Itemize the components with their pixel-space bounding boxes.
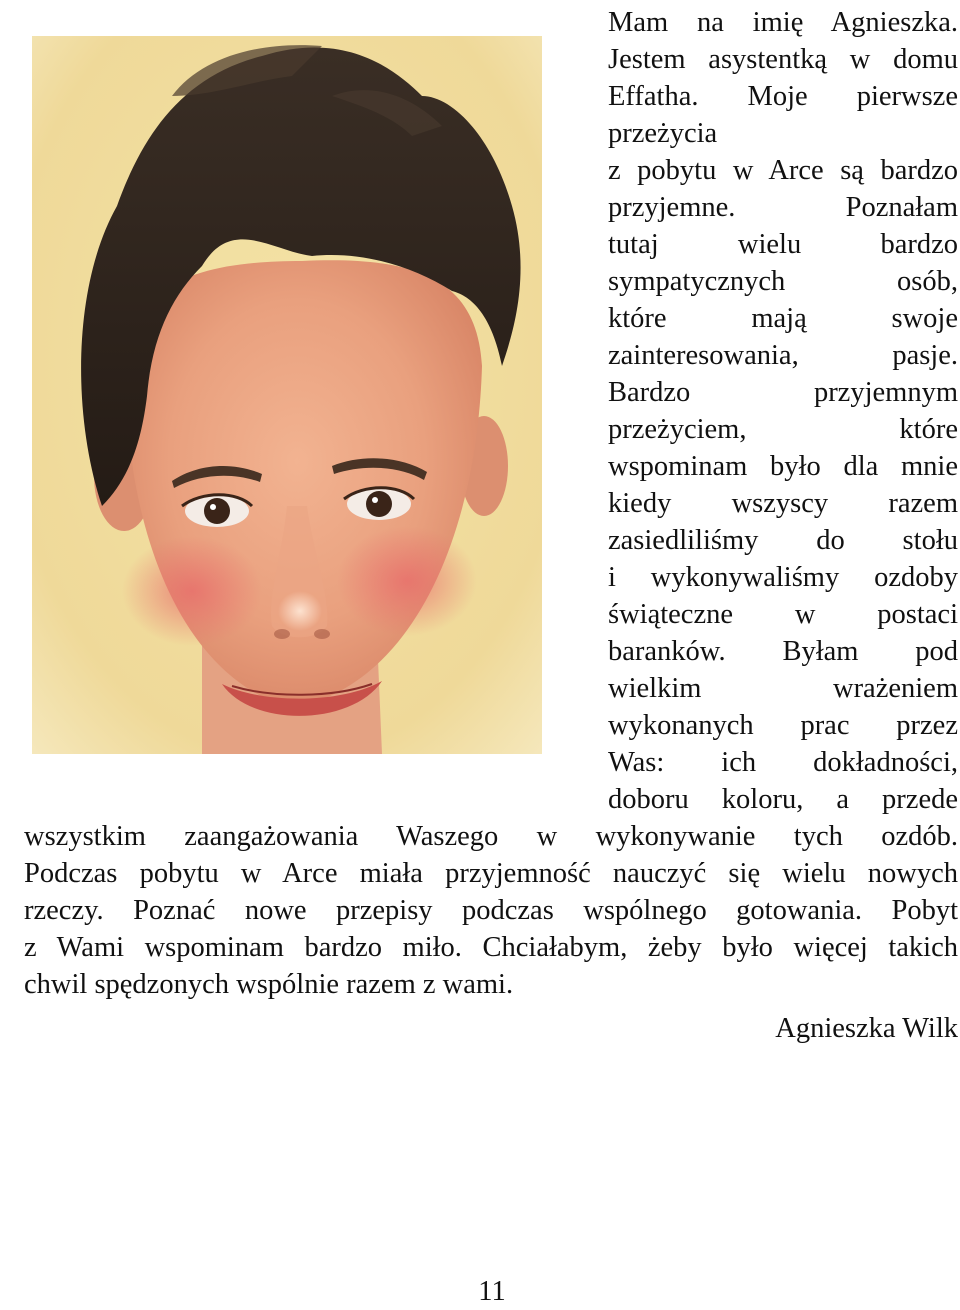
letter-line: zasiedliliśmy do stołu bbox=[608, 525, 958, 556]
letter-line: Mam na imię Agnieszka. bbox=[608, 7, 958, 38]
letter-line: przyjemne. Poznałam bbox=[608, 192, 958, 223]
letter-line: Bardzo przyjemnym bbox=[608, 377, 958, 408]
letter-line: które mają swoje bbox=[608, 303, 958, 334]
page-number: 11 bbox=[478, 1276, 506, 1307]
letter-line: Jestem asystentką w domu bbox=[608, 44, 958, 75]
letter-line: przeżyciem, które bbox=[608, 414, 958, 445]
letter-line: zainteresowania, pasje. bbox=[608, 340, 958, 371]
letter-line: i wykonywaliśmy ozdoby bbox=[608, 562, 958, 593]
letter-line: sympatycznych osób, bbox=[608, 266, 958, 297]
letter-line: wspominam było dla mnie bbox=[608, 451, 958, 482]
letter-line: chwil spędzonych wspólnie razem z wami. bbox=[24, 969, 514, 1000]
letter-line: z pobytu w Arce są bardzo bbox=[608, 155, 958, 186]
letter-line: Podczas pobytu w Arce miała przyjemność nauczyć się wielu nowych bbox=[24, 858, 958, 889]
letter-line: wykonanych prac przez bbox=[608, 710, 958, 741]
letter-line: kiedy wszyscy razem bbox=[608, 488, 958, 519]
letter-line: przeżycia bbox=[608, 118, 718, 149]
letter-line: baranków. Byłam pod bbox=[608, 636, 958, 667]
letter-line: wielkim wrażeniem bbox=[608, 673, 958, 704]
letter-line: rzeczy. Poznać nowe przepisy podczas wspólnego gotowania. Pobyt bbox=[24, 895, 958, 926]
letter-line: wszystkim zaangażowania Waszego w wykonywanie tych ozdób. bbox=[24, 821, 958, 852]
letter-line: Was: ich dokładności, bbox=[608, 747, 958, 778]
letter-line: Effatha. Moje pierwsze bbox=[608, 81, 958, 112]
letter-line: z Wami wspominam bardzo miło. Chciałabym, żeby było więcej takich bbox=[24, 932, 958, 963]
letter-line: świąteczne w postaci bbox=[608, 599, 958, 630]
letter-line: tutaj wielu bardzo bbox=[608, 229, 958, 260]
author-signature: Agnieszka Wilk bbox=[775, 1013, 958, 1044]
letter-line: doboru koloru, a przede bbox=[608, 784, 958, 815]
